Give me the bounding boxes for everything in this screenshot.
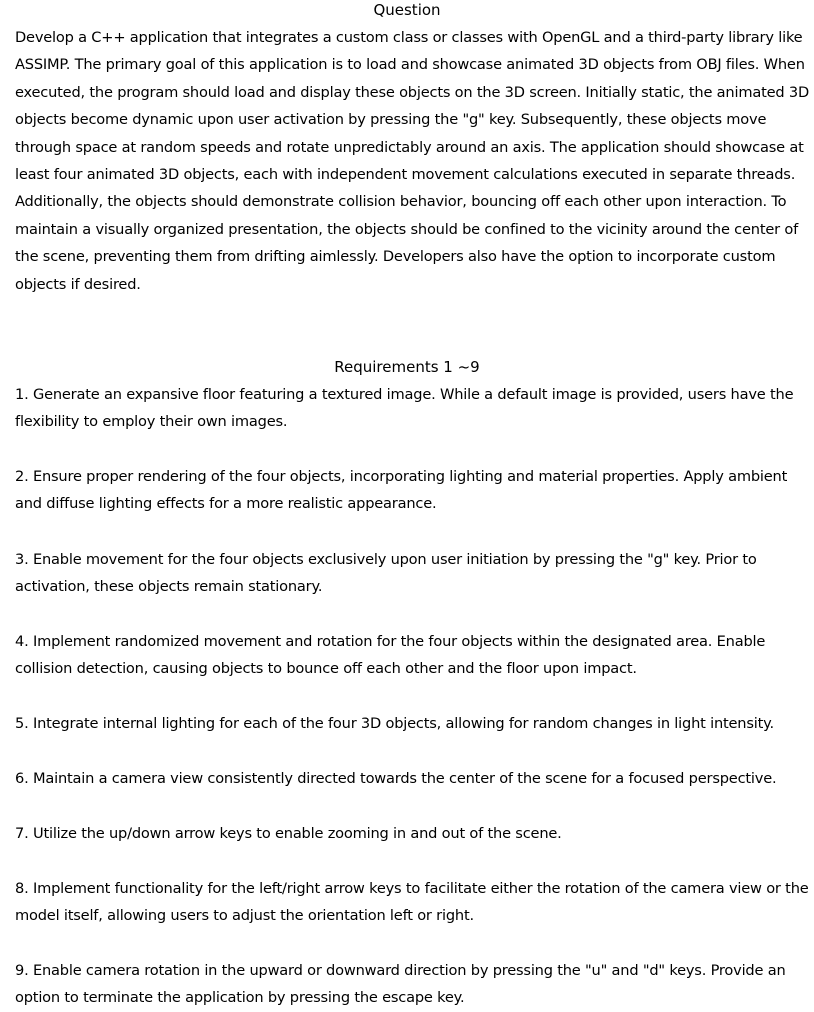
question-body: Develop a C++ application that integrates a custom class or classes with OpenGL and a third-party library like ASSIMP. The primary goal of this application is to load and showcase animated 3D objects from OBJ files. When executed, the program should load and display these objects on the 3D screen. Initially static, the animated 3D objects become dynamic upon user activation by pressing the "g" key. Subsequently, these objects move through space at random speeds and rotate unpredictably around an axis. The application should showcase at least four animated 3D objects, each with independent movement calculations executed in separate threads. Additionally, the objects should demonstrate collision behavior, bouncing off each other upon interaction. To maintain a visually organized presentation, the objects should be confined to the vicinity around the center of the scene, preventing them from drifting aimlessly. Developers also have the option to incorporate custom objects if desired. <box>15 29 810 293</box>
requirement-item-1: 1. Generate an expansive floor featuring a textured image. While a default image is provided, users have the flexibility to employ their own images. <box>15 386 794 431</box>
question-heading: Question <box>373 1 441 19</box>
requirement-item-4: 4. Implement randomized movement and rotation for the four objects within the designated area. Enable collision detection, causing objects to bounce off each other and the floor upon impact. <box>15 633 766 678</box>
requirement-item-8: 8. Implement functionality for the left/right arrow keys to facilitate either the rotation of the camera view or the model itself, allowing users to adjust the orientation left or right. <box>15 880 809 925</box>
requirement-item-2: 2. Ensure proper rendering of the four objects, incorporating lighting and material properties. Apply ambient and diffuse lighting effects for a more realistic appearance. <box>15 468 788 513</box>
requirement-item-3: 3. Enable movement for the four objects exclusively upon user initiation by pressing the "g" key. Prior to activation, these objects remain stationary. <box>15 551 757 596</box>
requirements-heading: Requirements 1 ~9 <box>334 358 480 376</box>
requirement-item-6: 6. Maintain a camera view consistently directed towards the center of the scene for a focused perspective. <box>15 770 777 787</box>
requirement-item-9: 9. Enable camera rotation in the upward or downward direction by pressing the "u" and "d" keys. Provide an option to terminate the application by pressing the escape key. <box>15 962 786 1007</box>
requirement-item-7: 7. Utilize the up/down arrow keys to enable zooming in and out of the scene. <box>15 825 562 842</box>
requirement-item-5: 5. Integrate internal lighting for each of the four 3D objects, allowing for random changes in light intensity. <box>15 715 774 732</box>
